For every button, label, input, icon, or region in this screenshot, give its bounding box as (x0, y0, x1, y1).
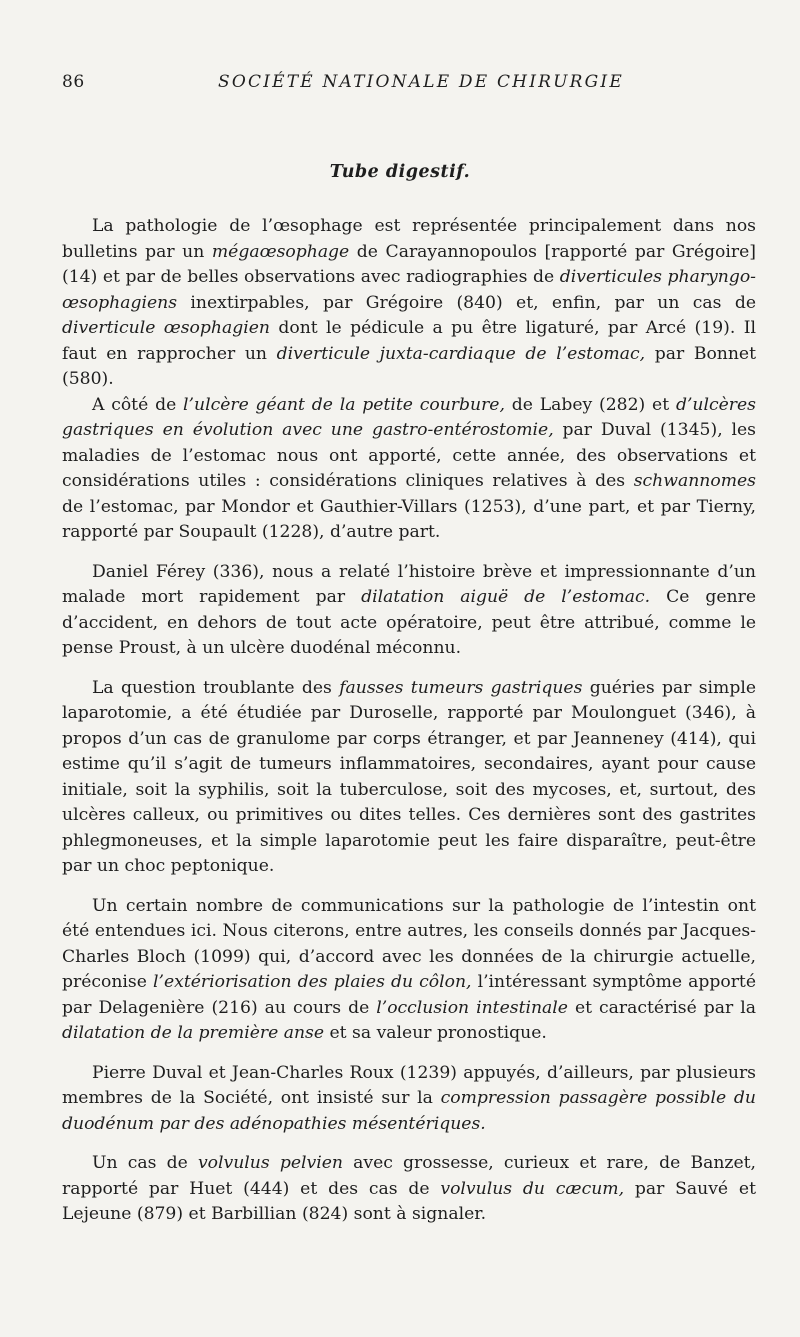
text-run: par Bonnet (580). (62, 343, 757, 389)
text-run: l’intéressant symptôme apporté par Delagenière (216) au cours de (62, 972, 757, 1018)
italic-term: l’occlusion intestinale (376, 997, 568, 1018)
italic-term: dilatation aiguë de l’estomac. (361, 587, 651, 607)
italic-term: mégaœsophage (211, 241, 350, 262)
page-number: 86 (62, 72, 85, 92)
text-run: La question troublante des (92, 677, 340, 698)
italic-term: l’extériorisation des plaies du côlon, (153, 972, 472, 992)
text-run: Pierre Duval et Jean-Charles Roux (1239) appuyés, d’ailleurs, par plusieurs membres de la Société, ont insisté sur la (62, 1062, 756, 1108)
italic-term: diverticules pharyngo-œsophagiens (62, 267, 756, 313)
italic-term: fausses tumeurs gastriques (339, 677, 583, 698)
text-run: de Carayannopoulos [rapporté par Grégoire] (14) et par de belles observations avec radiographies de (62, 241, 756, 287)
text-run: Ce genre d’accident, en dehors de tout acte opératoire, peut être attribué, comme le pense Proust, à un ulcère duodénal méconnu. (62, 587, 756, 658)
paragraph (62, 214, 756, 393)
paragraph (62, 894, 756, 1047)
italic-term: diverticule juxta-cardiaque de l’estomac, (276, 343, 646, 364)
text-run: et sa valeur pronostique. (324, 1023, 547, 1043)
italic-term: diverticule œsophagien (62, 318, 270, 338)
text-run: La pathologie de l’œsophage est représentée principalement dans nos bulletins par un (62, 216, 756, 262)
italic-term: compression passagère possible du duodénum par des adénopathies mésentériques. (62, 1088, 756, 1134)
paragraph (62, 1151, 756, 1228)
text-run: Daniel Férey (336), nous a relaté l’histoire brève et impressionnante d’un malade mort rapidement par (62, 561, 756, 607)
section-title: Tube digestif. (329, 162, 471, 182)
paragraph (62, 560, 756, 662)
italic-term: schwannomes (633, 471, 756, 491)
paragraph (62, 1061, 756, 1138)
italic-term: dilatation de la première anse (62, 1023, 325, 1043)
text-run: de Labey (282) et (504, 394, 676, 415)
body-text (62, 214, 756, 1228)
text-run: Un certain nombre de communications sur la pathologie de l’intestin ont été entendues ici. Nous citerons, entre autres, les conseils donnés par Jacques-Charles Bloch (1099) qui, d’accord avec les données de la chirurgie actuelle, préconise (62, 895, 756, 992)
running-head (62, 72, 756, 94)
text-run: par Sauvé et Lejeune (879) et Barbillian (824) sont à signaler. (62, 1178, 756, 1224)
italic-term: volvulus du cæcum, (440, 1178, 625, 1199)
text-run: par Duval (1345), les maladies de l’estomac nous ont apporté, cette année, des observations et considérations utiles : considérations cliniques relatives à des (62, 420, 756, 491)
italic-term: volvulus pelvien (197, 1153, 343, 1173)
text-run: guéries par simple laparotomie, a été étudiée par Duroselle, rapporté par Moulonguet (346), à propos d’un cas de granulome par corps étranger, et par Jeanneney (414), qui estime qu’il s’agit de tumeurs inflammatoires, secondaires, ayant pour cause initiale, soit la syphilis, soit la tuberculose, soit des mycoses, et, surtout, des ulcères calleux, ou primitives ou dites telles. Ces dernières sont des gastrites phlegmoneuses, et la simple laparotomie peut les faire disparaître, peut-être par un choc peptonique. (62, 677, 757, 876)
running-head-title: SOCIÉTÉ NATIONALE DE CHIRURGIE (218, 72, 624, 92)
text-run: A côté de (92, 394, 184, 415)
italic-term: d’ulcères gastriques en évolution avec une gastro-entérostomie, (62, 394, 756, 440)
text-run: Un cas de (92, 1153, 198, 1173)
italic-term: l’ulcère géant de la petite courbure, (183, 394, 505, 415)
paragraph (62, 676, 756, 880)
text-run: dont le pédicule a pu être ligaturé, par Arcé (19). Il faut en rapprocher un (62, 318, 756, 364)
paragraph (62, 393, 756, 546)
text-run: de l’estomac, par Mondor et Gauthier-Villars (1253), d’une part, et par Tierny, rapporté par Soupault (1228), d’autre part. (62, 496, 756, 542)
text-run: avec grossesse, curieux et rare, de Banzet, rapporté par Huet (444) et des cas de (62, 1153, 757, 1199)
text-run: et caractérisé par la (567, 997, 756, 1018)
text-run: inextirpables, par Grégoire (840) et, enfin, par un cas de (177, 292, 756, 313)
